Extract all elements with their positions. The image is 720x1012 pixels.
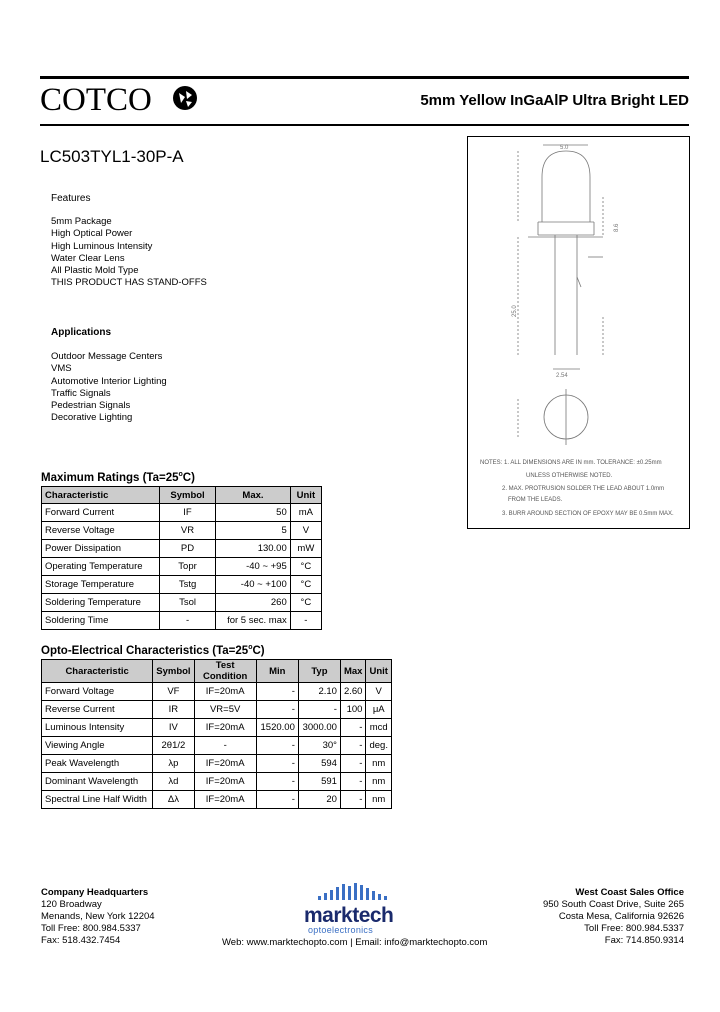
top-rule xyxy=(40,76,689,79)
table-row xyxy=(42,683,392,701)
note-3: 3. BURR AROUND SECTION OF EPOXY MAY BE 0.5mm MAX. xyxy=(502,511,674,517)
max-ratings-title xyxy=(41,471,195,484)
cell: - xyxy=(256,791,298,809)
list-item: Water Clear Lens xyxy=(51,252,125,264)
table-row xyxy=(42,612,322,630)
cell: - xyxy=(256,683,298,701)
hq-line: Fax: 518.432.7454 xyxy=(41,935,121,946)
degree-mark: o xyxy=(178,471,183,478)
list-item: VMS xyxy=(51,363,72,375)
marktech-logo-sub: optoelectronics xyxy=(308,925,374,935)
hq-line: Toll Free: 800.984.5337 xyxy=(41,923,141,934)
cell: 130.00 xyxy=(216,540,291,558)
col-header: Symbol xyxy=(153,660,194,683)
product-title: 5mm Yellow InGaAlP Ultra Bright LED xyxy=(420,92,689,109)
cell: IF=20mA xyxy=(194,719,256,737)
part-number: LC503TYL1-30P-A xyxy=(40,147,184,166)
opto-title-suffix: C) xyxy=(252,644,265,657)
col-header: Test Condition xyxy=(194,660,256,683)
cell: Peak Wavelength xyxy=(42,755,153,773)
cell: 2.10 xyxy=(298,683,340,701)
headquarters-address xyxy=(41,887,155,947)
cell: IF=20mA xyxy=(194,791,256,809)
dim-body-label: 8.6 xyxy=(614,223,620,232)
cell: 100 xyxy=(340,701,366,719)
col-header: Symbol xyxy=(159,487,215,504)
table-row xyxy=(42,540,322,558)
cell: IF xyxy=(159,504,215,522)
dim-pitch-label: 2.54 xyxy=(556,373,568,379)
col-header: Characteristic xyxy=(42,487,160,504)
table-header-row xyxy=(42,660,392,683)
cell: Soldering Temperature xyxy=(42,594,160,612)
cell: Soldering Time xyxy=(42,612,160,630)
table-row xyxy=(42,719,392,737)
cell: deg. xyxy=(366,737,392,755)
table-row xyxy=(42,504,322,522)
cell: VF xyxy=(153,683,194,701)
cotco-logo-icon xyxy=(171,84,199,112)
hq-heading: Company Headquarters xyxy=(41,887,149,898)
cell: - xyxy=(298,701,340,719)
cell: - xyxy=(340,773,366,791)
list-item: All Plastic Mold Type xyxy=(51,265,139,277)
cell: nm xyxy=(366,791,392,809)
col-header: Unit xyxy=(290,487,321,504)
hq-line: 120 Broadway xyxy=(41,899,102,910)
cell: Power Dissipation xyxy=(42,540,160,558)
cell: - xyxy=(194,737,256,755)
cell: IR xyxy=(153,701,194,719)
applications-heading: Applications xyxy=(51,327,112,338)
cell: 594 xyxy=(298,755,340,773)
west-line: Toll Free: 800.984.5337 xyxy=(584,923,684,934)
cell: - xyxy=(256,701,298,719)
west-line: Fax: 714.850.9314 xyxy=(604,935,684,946)
hq-line: Menands, New York 12204 xyxy=(41,911,155,922)
cell: Spectral Line Half Width xyxy=(42,791,153,809)
cell: Tsol xyxy=(159,594,215,612)
note-1b: UNLESS OTHERWISE NOTED. xyxy=(526,473,613,479)
features-heading: Features xyxy=(51,193,91,204)
cell: - xyxy=(340,791,366,809)
cell: IV xyxy=(153,719,194,737)
cell: mW xyxy=(290,540,321,558)
cell: - xyxy=(340,755,366,773)
col-header: Max. xyxy=(216,487,291,504)
degree-mark: o xyxy=(248,644,253,651)
cell: Forward Current xyxy=(42,504,160,522)
cell: -40 ~ +95 xyxy=(216,558,291,576)
cell: V xyxy=(290,522,321,540)
cell: 260 xyxy=(216,594,291,612)
cell: Reverse Voltage xyxy=(42,522,160,540)
col-header: Typ xyxy=(298,660,340,683)
cell: 591 xyxy=(298,773,340,791)
cell: Forward Voltage xyxy=(42,683,153,701)
note-2: 2. MAX. PROTRUSION SOLDER THE LEAD ABOUT 1.0mm xyxy=(502,486,665,492)
cell: - xyxy=(256,737,298,755)
cell: 30° xyxy=(298,737,340,755)
dim-top-label: 5.0 xyxy=(560,145,569,151)
cell: - xyxy=(256,773,298,791)
cell: °C xyxy=(290,558,321,576)
max-ratings-table xyxy=(41,486,322,630)
list-item: High Optical Power xyxy=(51,228,133,240)
opto-title-text: Opto-Electrical Characteristics (Ta=25 xyxy=(41,644,249,657)
cell: V xyxy=(366,683,392,701)
cell: 2.60 xyxy=(340,683,366,701)
table-row xyxy=(42,773,392,791)
list-item: 5mm Package xyxy=(51,216,112,227)
table-row xyxy=(42,522,322,540)
cell: 5 xyxy=(216,522,291,540)
col-header: Characteristic xyxy=(42,660,153,683)
cell: λd xyxy=(153,773,194,791)
max-ratings-title-text: Maximum Ratings (Ta=25 xyxy=(41,471,179,484)
west-line: 950 South Coast Drive, Suite 265 xyxy=(542,899,684,910)
applications-list xyxy=(51,351,167,425)
west-coast-address xyxy=(480,887,684,947)
cell: nm xyxy=(366,773,392,791)
max-ratings-title-suffix: C) xyxy=(182,471,195,484)
cell: - xyxy=(340,719,366,737)
cell: - xyxy=(290,612,321,630)
table-row xyxy=(42,594,322,612)
cell: Dominant Wavelength xyxy=(42,773,153,791)
list-item: Outdoor Message Centers xyxy=(51,351,163,362)
led-outline-drawing xyxy=(468,137,689,528)
col-header: Unit xyxy=(366,660,392,683)
list-item: Pedestrian Signals xyxy=(51,400,131,412)
table-header-row xyxy=(42,487,322,504)
list-item: Traffic Signals xyxy=(51,387,111,399)
list-item: THIS PRODUCT HAS STAND-OFFS xyxy=(51,277,207,289)
cell: Viewing Angle xyxy=(42,737,153,755)
col-header: Min xyxy=(256,660,298,683)
header-rule xyxy=(40,124,689,126)
table-row xyxy=(42,755,392,773)
west-line: Costa Mesa, California 92626 xyxy=(558,911,684,922)
cell: IF=20mA xyxy=(194,773,256,791)
web-email-line: Web: www.marktechopto.com | Email: info@marktechopto.com xyxy=(222,937,488,948)
cell: °C xyxy=(290,576,321,594)
cell: Tstg xyxy=(159,576,215,594)
cell: - xyxy=(340,737,366,755)
cell: PD xyxy=(159,540,215,558)
cell: IF=20mA xyxy=(194,683,256,701)
table-row xyxy=(42,737,392,755)
note-2b: FROM THE LEADS. xyxy=(508,497,563,503)
table-row xyxy=(42,791,392,809)
list-item: Decorative Lighting xyxy=(51,412,133,424)
cell: mcd xyxy=(366,719,392,737)
table-row xyxy=(42,701,392,719)
table-row xyxy=(42,576,322,594)
features-list xyxy=(51,216,207,290)
cell: - xyxy=(159,612,215,630)
cell: 20 xyxy=(298,791,340,809)
cell: λp xyxy=(153,755,194,773)
cotco-logo: COTCO xyxy=(40,82,152,118)
dim-lead-label: 25.0 xyxy=(512,305,518,317)
cell: Luminous Intensity xyxy=(42,719,153,737)
opto-table xyxy=(41,659,392,809)
list-item: High Luminous Intensity xyxy=(51,240,153,252)
cell: for 5 sec. max xyxy=(216,612,291,630)
cell: Storage Temperature xyxy=(42,576,160,594)
cell: μA xyxy=(366,701,392,719)
cell: 50 xyxy=(216,504,291,522)
cell: 3000.00 xyxy=(298,719,340,737)
cell: 1520.00 xyxy=(256,719,298,737)
cell: - xyxy=(256,755,298,773)
cell: Reverse Current xyxy=(42,701,153,719)
cell: 2θ1/2 xyxy=(153,737,194,755)
col-header: Max xyxy=(340,660,366,683)
note-1: NOTES: 1. ALL DIMENSIONS ARE IN mm. TOLERANCE: ±0.25mm xyxy=(480,460,662,466)
cell: °C xyxy=(290,594,321,612)
cell: -40 ~ +100 xyxy=(216,576,291,594)
cell: Δλ xyxy=(153,791,194,809)
cell: nm xyxy=(366,755,392,773)
cell: IF=20mA xyxy=(194,755,256,773)
cell: VR xyxy=(159,522,215,540)
cell: VR=5V xyxy=(194,701,256,719)
mechanical-drawing xyxy=(467,136,690,529)
table-row xyxy=(42,558,322,576)
cell: Topr xyxy=(159,558,215,576)
cell: Operating Temperature xyxy=(42,558,160,576)
west-heading: West Coast Sales Office xyxy=(575,887,684,898)
marktech-logo: marktech xyxy=(304,904,394,927)
marktech-signal-icon xyxy=(316,882,406,904)
cell: mA xyxy=(290,504,321,522)
opto-title xyxy=(41,644,265,657)
list-item: Automotive Interior Lighting xyxy=(51,375,167,387)
